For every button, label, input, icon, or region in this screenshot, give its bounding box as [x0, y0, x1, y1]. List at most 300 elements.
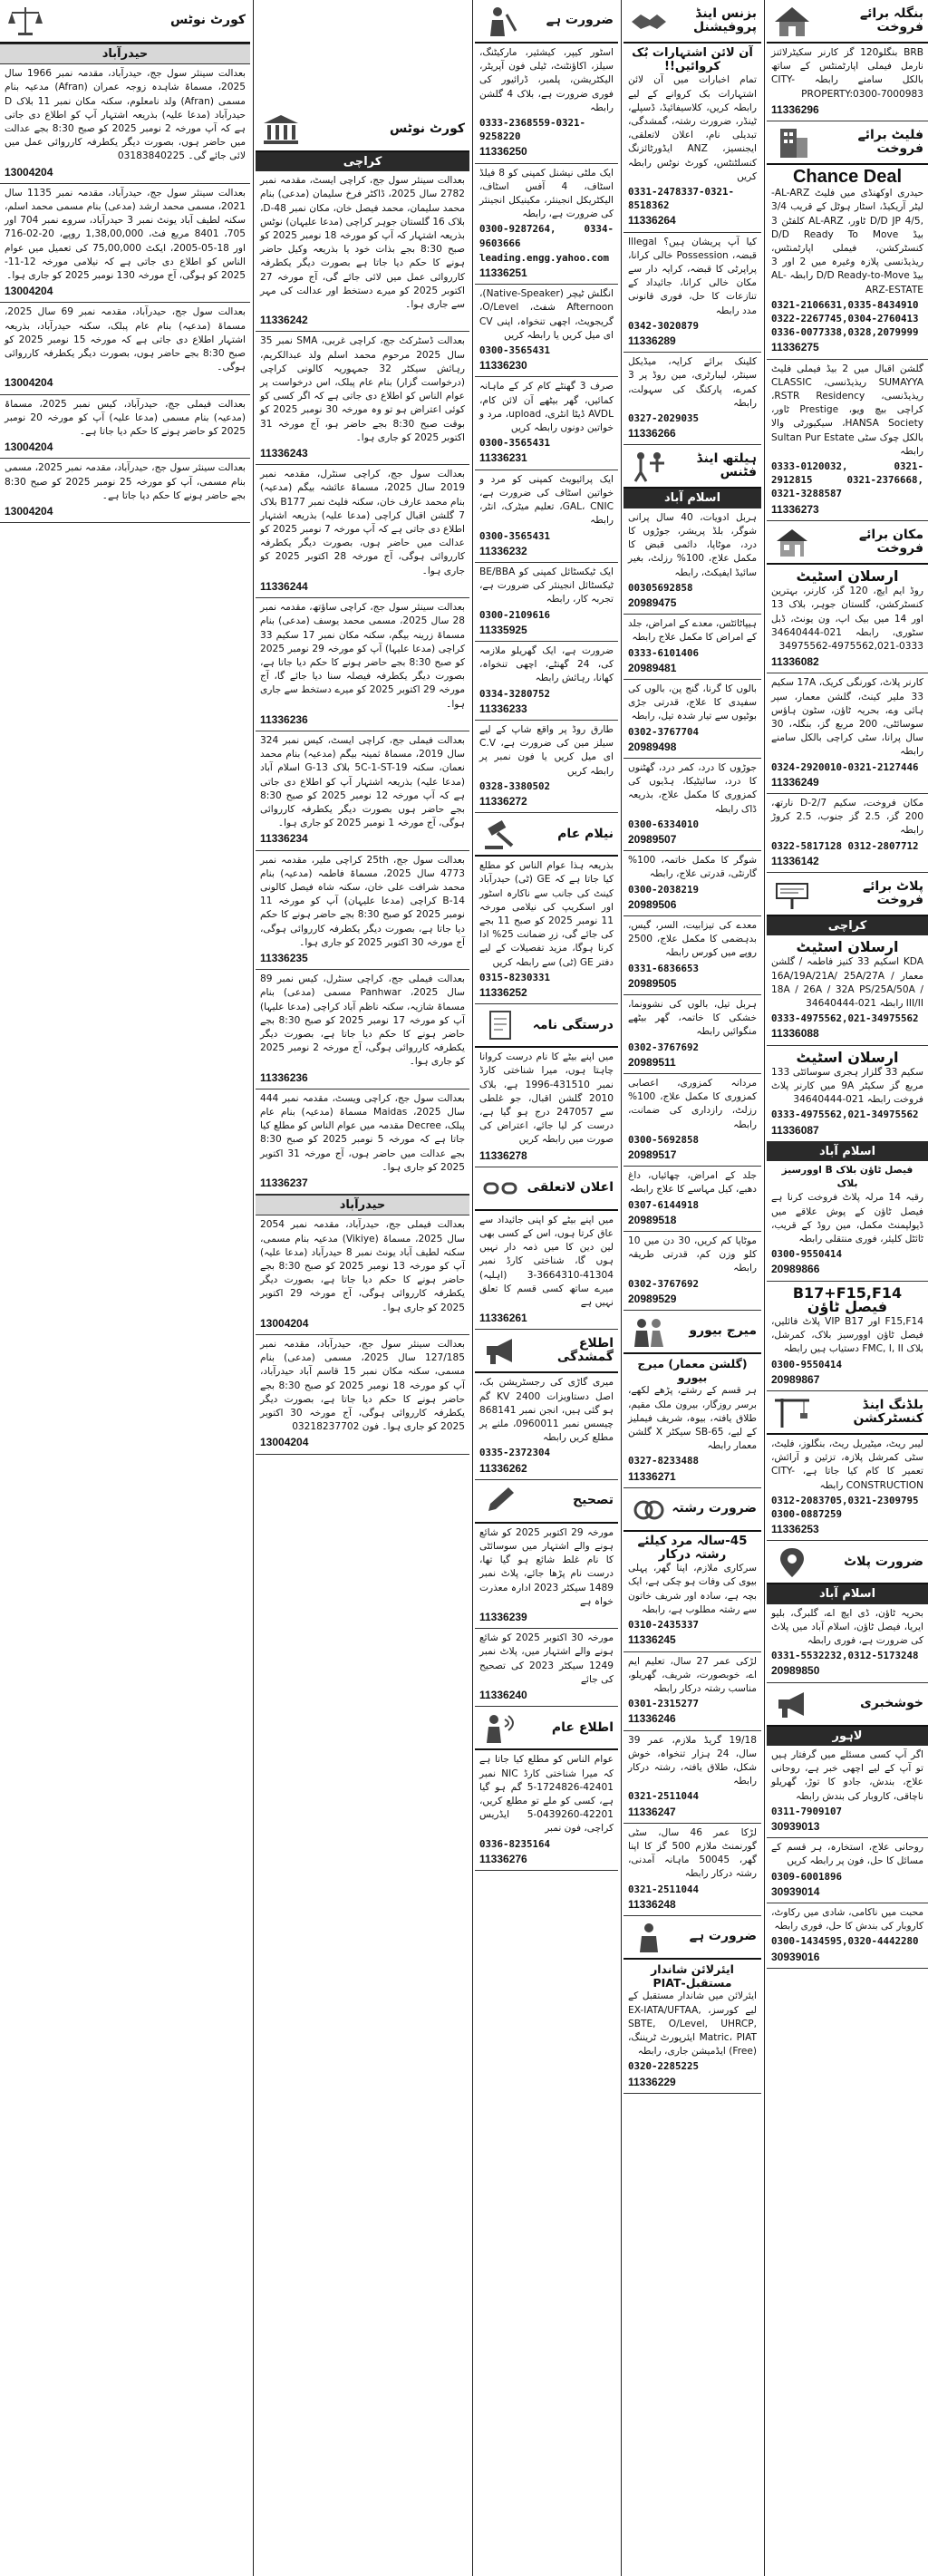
ad-ref-number: 20989866: [771, 1263, 820, 1276]
ad-ref-number: 11336244: [260, 579, 308, 593]
ad-text: میں اپنے بیٹے کا نام درست کروانا چاہتا ہوں، میرا شناختی کارڈ نمبر 431510-1996 ہے، بلاک 2010 گلشن اقبال، جو غلطی سے 247057 درج ہو گیا ہے، درست کر لیا جائے، اعتراض کی صورت میں رابطہ کریں: [479, 1051, 614, 1146]
classified-ad: [475, 642, 618, 721]
ad-ref-number: 11336262: [479, 1461, 527, 1475]
ad-ref-number: 13004204: [5, 441, 53, 454]
ad-phone: 0300-9550414: [771, 1248, 843, 1261]
ad-ref-number: 20989506: [628, 897, 677, 911]
ad-ref-number: 13004204: [260, 1436, 309, 1449]
category-plot-required: [767, 1541, 928, 1584]
classified-ad: [475, 1211, 618, 1331]
city-bar: اسلام آباد: [624, 489, 761, 508]
classified-ad: [624, 995, 761, 1074]
category-business: [624, 0, 761, 44]
ad-phone: 00305692858: [628, 581, 693, 594]
ad-ref-number: 11336276: [479, 1852, 527, 1865]
ad-ref-number: 11336230: [479, 359, 527, 373]
ad-phone: 0310-2435337: [628, 1619, 700, 1632]
ad-ref-number: 11336229: [628, 2075, 676, 2088]
category-building: [767, 1391, 928, 1435]
ad-phone: 0300-3565431: [479, 529, 551, 542]
person-speaking-icon: [479, 1710, 521, 1745]
ad-phone: 0302-3767692: [628, 1041, 700, 1053]
ad-text: مورخہ 30 اکتوبر 2025 کو شائع ہونے والے اشتہار میں، پلاٹ نمبر 1249 سیکٹر 2023 کی تصحیح کی جائے: [479, 1632, 614, 1685]
ad-ref-number: 13004204: [5, 285, 53, 298]
column-rule: [472, 0, 473, 2576]
classified-ad: [767, 1046, 928, 1142]
category-title: پلاٹ برائے فروخت: [862, 878, 923, 907]
ad-phone: 0321-2106631,0335-8434910 0322-2267745,0304-2760413 0336-0077338,0328,2079999: [771, 298, 919, 339]
ad-text: KDA اسکیم 33 کنیز فاطمہ / گلشن معمار 16A/19A/21A/ 25A/27A / 18A / 26A / 32A PS/25A/50A / III/II رابطہ 021-34640444: [771, 956, 923, 1009]
ad-phone: 0333-2368559-0321-9258220: [479, 117, 586, 143]
crane-icon: [771, 1395, 813, 1429]
column-rule: [764, 0, 765, 2576]
ad-ref-number: 11336082: [771, 655, 819, 669]
ad-text: ایک ٹیکسٹائل کمپنی کو BE/BBA ٹیکسٹائل انجینئر کی ضرورت ہے، تجربہ کار، رابطہ: [479, 566, 614, 605]
ad-ref-number: 11336142: [771, 854, 819, 867]
ad-ref-number: 11336247: [628, 1805, 676, 1818]
ad-text: مردانہ کمزوری، اعصابی کمزوری کا مکمل علاج، 100% رزلٹ، رازداری کی ضمانت، رابطہ: [628, 1078, 757, 1130]
classified-ad: [767, 1161, 928, 1282]
notice-text: بعدالت سول جج، کراچی سنٹرل، مقدمہ نمبر 2019 سال 2025، مسماۃ عائشہ بیگم (مدعیہ) بنام محمد عارف خان، سکنہ فلیٹ نمبر B177 بلاک 7 گلشن اقبال کراچی (مدعا علیہ) بذریعہ اشتہار اطلاع دی جاتی ہے کہ آپ مورخہ 7 نومبر 2025 کو عدالت میں حاضر ہوں، بصورت دیگر یکطرفہ کارروائی ہوگی، آج مورخہ 28 اکتوبر 2025 کو جاری ہوا۔: [260, 469, 466, 576]
court-notice: [256, 731, 469, 851]
classified-ad: [624, 1824, 761, 1916]
classified-ad: [767, 794, 928, 873]
ad-title: 45-سالہ مرد کیلئے رشتہ درکار: [637, 1533, 748, 1563]
category-disclaimer: [475, 1167, 618, 1211]
ad-phone: 0331-2478337-0321-8518362: [628, 186, 735, 212]
classified-ad: [767, 360, 928, 521]
ad-phone: 0302-3767704: [628, 725, 700, 738]
classified-ad: [624, 1731, 761, 1824]
ad-text: ایک پرائیویٹ کمپنی کو مرد و خواتین اسٹاف کی ضرورت ہے، GAL، CNIC، تعلیم میٹرک، انٹر، رابطہ: [479, 473, 614, 527]
ad-ref-number: 13004204: [5, 505, 53, 518]
ad-text: معدے کی تیزابیت، السر، گیس، بدہضمی کا مکمل علاج، 2500 روپے میں کورس رابطہ: [628, 919, 757, 959]
classified-ad: [475, 857, 618, 1004]
ad-text: کارنر پلاٹ، کورنگی کریک، 17A سکیم 33 ملیر کینٹ، گلشن معمار، سپر ہائی وے، بحریہ ٹاؤن، سٹون ہاؤس سوسائٹی، 200 مربع گز، بنگلہ، 30 سال پرانا، سٹی کراچی بالکل سامنے رابطہ: [771, 677, 924, 758]
ad-ref-number: 11336236: [260, 1070, 308, 1084]
ad-text: اگر آپ کسی مسئلے میں گرفتار ہیں تو آپ کے لیے اچھی خبر ہے، روحانی علاج، بندش، جادو کا توڑ، گھریلو ناچاقی، کاروبار کی بندش رابطہ: [771, 1748, 923, 1802]
category-plot: [767, 873, 928, 916]
classified-ad: [767, 1838, 928, 1903]
workers-icon: [628, 1920, 670, 1954]
ad-text: روڈ ایم ایچ، 120 گز، کارنر، بہترین کنسٹرکشن، گلستان جوہر، بلاک 13 اور 14 میں بیک اپ، ون یونٹ، ڈبل سٹوری، رابطہ 021-34640444 0333-4975562,021-34975562: [771, 586, 923, 652]
category-required: [475, 0, 618, 44]
ad-ref-number: 11336088: [771, 1027, 819, 1041]
ad-text: عوام الناس کو مطلع کیا جاتا ہے کہ میرا شناختی کارڈ NIC نمبر 42401-1724826-5 گم ہو گیا ہے، کسی کو ملے تو مطلع کریں، 42201-0439260-5 ایڈریس کراچی، فون نمبر: [479, 1754, 614, 1835]
ad-phone: 0307-6144918: [628, 1198, 700, 1211]
ad-title: فیصل ٹاؤن بلاک B اوورسیز بلاک: [781, 1165, 914, 1190]
ad-text: ایک ملٹی نیشنل کمپنی کو 8 فیلڈ اسٹاف، 4 آفس اسٹاف، الیکٹریکل انجینئر، مکینیکل انجینئر کی ضرورت ہے، رابطہ: [479, 167, 614, 220]
ad-ref-number: 11336251: [479, 266, 527, 280]
classified-ad: [624, 1354, 761, 1488]
category-general-notice: [475, 1707, 618, 1750]
notice-text: بعدالت فیملی جج، کراچی سنٹرل، کیس نمبر 89 سال 2025، Panhwar مسمی (مدعی) بنام مسماۃ شازیہ، سکنہ ناظم آباد کراچی (مدعا علیہا) آپ کو مورخہ 17 نومبر 2025 کو صبح 8:30 بجے حاضر ہونے کا حکم دیا جاتا ہے، بصورت دیگر یکطرفہ کارروائی ہوگی، آج مورخہ 2 نومبر 2025 کو جاری ہوا۔: [260, 973, 466, 1068]
classified-ad: [475, 470, 618, 563]
ad-ref-number: 20989498: [628, 740, 677, 753]
classified-ad: [624, 680, 761, 759]
category-title: نیلام عام: [557, 826, 614, 841]
notice-text: بعدالت سینئر سول جج، حیدرآباد، مقدمہ نمبر 1135 سال 2021، مسمی محمد ارشد (مدعی) بنام مسمی محمد اسلم، سکنہ لطیف آباد یونٹ نمبر 3 حیدرآباد، سروے نمبر 704 اور 705، 8401 مربع فٹ، 1,38,00,000 روپے، 20-02-716 اور 18-05-2005، ایکٹ 75,00,000 کی تعمیل میں عوام الناس کو اطلاع دی جاتی ہے کہ نیلامی مورخہ 12-11-2025 کو ہوگی، آج مورخہ 130 نومبر 2025 کو جاری ہوا۔: [5, 187, 246, 282]
ad-ref-number: 11336249: [771, 775, 819, 789]
gavel-icon: [479, 817, 521, 851]
pencil-icon: [479, 1484, 521, 1518]
court-notice: [0, 303, 250, 394]
category-title: ہیلتھ اینڈ فٹنس: [696, 451, 757, 480]
classified-ad: [624, 233, 761, 353]
ad-text: میری گاڑی کی رجسٹریشن بک، اصل دستاویزات KV 2400 گم ہو گئی ہیں، انجن نمبر 868141 چیسس نمبر 0960011، ملنے پر مطلع کریں رابطہ: [479, 1377, 614, 1444]
ad-text: ایئرلائن میں شاندار مستقبل کے لیے کورسز، EX-IATA/UFTAA, SBTE, O/Level, UHRCP, Matric، PIAT ایئرپورٹ ٹریننگ، (Free) ایڈمیشن جاری، رابطہ: [628, 1990, 757, 2058]
ad-phone: 0300-6334010: [628, 818, 700, 830]
category-title: مکان برائے فروخت: [858, 527, 923, 556]
ad-ref-number: 11336233: [479, 702, 527, 715]
notice-text: بعدالت سینئر سول جج، کراچی ایسٹ، مقدمہ نمبر 2782 سال 2025، ڈاکٹر فرخ سلیمان (مدعی) بنام محمد سلیمان، محمد فیصل خان، مکان نمبر D-48، بلاک 16 گلستان جوہر کراچی (مدعا علیہان) نوٹس بذریعہ اشتہار کہ آپ کو مورخہ 18 نومبر 2025 کو صبح 8:30 بجے بذات خود یا بذریعہ وکیل حاضر ہونے کا حکم دیا جاتا ہے بصورت دیگر یکطرفہ کارروائی عمل میں لائی جائے گی، آج مورخہ 27 اکتوبر 2025 کو میرے دستخط اور عدالت کی مہر سے جاری ہوا۔: [260, 175, 465, 311]
ad-ref-number: 11336253: [771, 1523, 819, 1536]
ad-text: 19/18 گریڈ ملازم، عمر 39 سال، 24 ہزار تنخواہ، خوش شکل، طلاق یافتہ، رشتہ درکار رابطہ: [628, 1734, 757, 1787]
ad-ref-number: 30939016: [771, 1950, 820, 1963]
ad-text: ہر قسم کے رشتے، پڑھے لکھے، برسر روزگار، بیرون ملک مقیم، طلاق یافتہ، بیوہ، شریف فیملیز کے لیے، SB-65 سیکٹر X گلشن معمار رابطہ: [628, 1385, 757, 1452]
classified-ad: [475, 721, 618, 813]
city-bar: کراچی: [767, 916, 928, 935]
ad-ref-number: 11336266: [628, 427, 676, 441]
worker-tools-icon: [479, 4, 521, 38]
ad-text: بحریہ ٹاؤن، ڈی ایچ اے، گلبرگ، بلیو ایریا، فیصل ٹاؤن، اسلام آباد میں پلاٹ کی ضرورت ہے، فوری رابطہ: [771, 1607, 923, 1647]
ad-text: رقبہ 14 مرلہ پلاٹ فروخت کرنا ہے فیصل ٹاؤن کے پوش علاقے میں ڈیولپمنٹ مکمل، مین روڈ کے قریب، ٹائٹل کلیئر، فوری منتقلی رابطہ: [771, 1192, 923, 1245]
ad-ref-number: 11335925: [479, 623, 527, 636]
ad-ref-number: 20989507: [628, 832, 677, 846]
notice-text: بعدالت سینئر سول جج، حیدرآباد، مقدمہ نمبر 1966 سال 2025، مسماۃ شاہدہ زوجہ عمران (Afran) مدعیہ بنام مسمی (Afran) ولد نامعلوم، سکنہ مکان نمبر 11 بلاک D حیدرآباد (مدعا علیہ) بذریعہ اشتہار آپ کو اطلاع دی جاتی ہے کہ آپ مورخہ 2 نومبر 2025 کو صبح 8:30 بجے عدالت میں حاضر ہوں، بصورت دیگر یکطرفہ کارروائی عمل میں لائی جائے گی۔ 03183840225: [5, 68, 246, 162]
ad-ref-number: 30939013: [771, 1819, 820, 1833]
ad-text: F15,F14 اور VIP B17 پلاٹ فائلیں، فیصل ٹاؤن اوورسیز بلاک، کمرشل، بلاک FMC, I, II دستیاب ہیں رابطہ: [771, 1316, 923, 1355]
ad-text: صرف 3 گھنٹے کام کر کے ماہانہ کمائیں، گھر بیٹھے آن لائن کام، AVDL ڈیٹا انٹری، upload، مرد و خواتین دونوں رابطہ کریں: [479, 381, 614, 434]
ad-phone: 0333-0120032, 0321-2912815 0321-2376668, 0321-3288587: [771, 460, 923, 500]
megaphone-icon: [771, 1687, 813, 1721]
classified-ad: [624, 353, 761, 445]
ad-title: B17+F15,F14 فیصل ٹاؤن: [792, 1283, 903, 1315]
classified-ad: [475, 44, 618, 164]
ad-text: گلشن اقبال میں 2 بیڈ فیملی فلیٹ SUMAYYA ریذیڈنسی، CLASSIC ریذیڈنسی، RSTR Residency، کراچی بیچ ویو، Prestige ٹاور، HANSA Society، سیکیورٹی والا بالکل چوک سٹی Sultan Pur Estate رابطہ: [771, 363, 923, 457]
ad-ref-number: 20989529: [628, 1292, 677, 1305]
ad-ref-number: 11336236: [260, 712, 308, 726]
building-icon: [771, 125, 813, 160]
ad-phone: 0321-2511044: [628, 1790, 700, 1803]
ad-text: انگلش ٹیچر (Native-Speaker)، Afternoon شفٹ، O/Level، گریجویٹ، اچھی تنخواہ، اپنی CV ای میل کریں یا رابطہ کریں: [479, 288, 614, 341]
classified-ad: [767, 935, 928, 1045]
ad-ref-number: 13004204: [5, 376, 53, 390]
house-icon: [771, 525, 813, 559]
ad-text: محبت میں ناکامی، شادی میں رکاوٹ، کاروبار کی بندش کا حل، فوری رابطہ: [771, 1906, 923, 1932]
category-title: بلڈنگ اینڈ کنسٹرکشن: [853, 1397, 923, 1427]
column-rule: [621, 0, 622, 2576]
classified-ad: [475, 1750, 618, 1871]
ad-ref-number: 11336273: [771, 502, 819, 516]
ad-phone: 0324-2920010-0321-2127446: [771, 760, 919, 773]
ad-text: مکان فروخت، سکیم 7/D-2 نارتھ، 200 گز، 2.5 گز جنوب، 2.5 کروڑ رابطہ: [771, 797, 923, 837]
broken-link-icon: [479, 1171, 521, 1206]
category-title: ضرورت ہے: [546, 13, 614, 28]
scales-of-justice-icon: [5, 4, 46, 38]
classified-ad: [767, 1435, 928, 1541]
ad-ref-number: 11336248: [628, 1897, 676, 1911]
classified-ad: [475, 164, 618, 286]
notice-text: بعدالت سینئر سول جج، کراچی ساؤتھ، مقدمہ نمبر 28 سال 2025، مسمی محمد یوسف (مدعی) بنام مسماۃ زرینہ بیگم، سکنہ مکان نمبر 17 سکیم 33 کراچی (مدعا علیہا) آپ کو مورخہ 29 نومبر 2025 کو صبح 8:30 بجے حاضر ہونے کا حکم دیا جاتا ہے، بصورت دیگر یکطرفہ فیصلہ سنا دیا جائے گا، آج مورخہ 29 اکتوبر 2025 کو میرے دستخط سے جاری ہوا۔: [260, 602, 466, 710]
for-sale-sign-icon: [771, 876, 813, 911]
court-building-icon: [260, 112, 302, 147]
category-court-notice: [256, 109, 469, 152]
ad-title: Chance Deal: [792, 167, 903, 188]
ad-text: کلینک برائے کرایہ، میڈیکل سینٹر، لیبارٹری، مین روڈ پر 3 کمرے، پارکنگ کی سہولت، رابطہ: [628, 356, 757, 409]
ad-phone: 0300-3565431: [479, 437, 551, 450]
ad-phone: 0311-7909107: [771, 1805, 843, 1817]
category-lost-notice: [475, 1330, 618, 1373]
classified-ad: [475, 1524, 618, 1629]
ad-phone: 0327-8233488: [628, 1455, 700, 1467]
court-notice: [0, 395, 250, 460]
ad-text: بالوں کا گرنا، گنج پن، بالوں کی سفیدی کا علاج، قدرتی جڑی بوٹیوں سے تیار شدہ تیل، رابطہ: [628, 683, 757, 722]
category-correction: [475, 1480, 618, 1524]
ad-ref-number: 11336242: [260, 314, 308, 327]
ad-title: (گلشن معمار) میرج بیورو: [637, 1357, 748, 1385]
ad-phone: 0322-5817128 0312-2807712: [771, 839, 919, 852]
category-title: بنگلہ برائے فروخت: [859, 5, 923, 34]
classified-ad: [624, 1167, 761, 1232]
classified-ad: [624, 1074, 761, 1167]
ad-ref-number: 11336275: [771, 341, 819, 354]
notice-text: بعدالت فیملی جج، کراچی ایسٹ، کیس نمبر 324 سال 2019، مسماۃ ثمینہ بیگم (مدعیہ) بنام محمد نعمان، سکنہ 5C-1-ST-19 بلاک G-13 اسلام آباد (مدعا علیہ) بذریعہ اشتہار آپ کو اطلاع دی جاتی ہے کہ آپ مورخہ 12 نومبر 2025 کو صبح 8:30 بجے حاضر ہوں بصورت دیگر یکطرفہ کارروائی ہوگی، آج مورخہ 1 نومبر 2025 کو جاری ہوا۔: [260, 734, 465, 829]
fitness-figures-icon: [628, 449, 670, 483]
column-court-notices-hyderabad: [0, 0, 250, 2576]
ad-text: ضرورت ہے، ایک گھریلو ملازمہ کی، 24 گھنٹے، اچھی تنخواہ، کھانا، رہائش رابطہ: [479, 644, 614, 684]
ad-phone: 0333-6101406: [628, 646, 700, 659]
notice-text: بعدالت ڈسٹرکٹ جج، کراچی غربی، SMA نمبر 35 سال 2025 مرحوم محمد اسلم ولد عبدالکریم، رہائش سیکٹر 32 جمہوریہ کالونی کراچی (درخواست گزار) بنام عام پبلک، اس درخواست پر عوام الناس کو اطلاع دی جاتی ہے کہ اگر کسی کو کوئی اعتراض ہو تو وہ مورخہ 30 نومبر 2025 کو بوقت صبح 8:30 بجے حاضر ہو، آج مورخہ 31 اکتوبر 2025 کو جاری ہوا۔: [260, 335, 466, 443]
category-title: درستگی نامہ: [532, 1017, 614, 1032]
court-notice: [256, 465, 469, 598]
classified-ad: [475, 563, 618, 642]
classified-ad: [624, 1960, 761, 2094]
ad-phone: 0300-9287264, 0334-9603666: [479, 223, 614, 249]
category-title: ضرورت ہے: [689, 1929, 757, 1944]
ad-title: ارسلان اسٹیٹ: [796, 1048, 899, 1066]
ad-ref-number: 11336243: [260, 447, 308, 460]
ad-ref-number: 11336246: [628, 1712, 676, 1726]
ad-phone: 0309-6001896: [771, 1870, 843, 1883]
couple-icon: [628, 1314, 670, 1349]
column-court-notices-karachi: [256, 0, 469, 2576]
category-marriage-bureau: [624, 1311, 761, 1354]
court-notice: [256, 332, 469, 465]
classified-ad: [767, 1604, 928, 1683]
ad-ref-number: 11336235: [260, 951, 308, 964]
ad-ref-number: 20989505: [628, 976, 677, 990]
classified-ad: [624, 1652, 761, 1731]
column-jobs-notices: [475, 0, 618, 2576]
category-title: کورٹ نوٹس: [169, 13, 246, 28]
ad-text: جلد کے امراض، چھائیاں، داغ دھبے، کیل مہاسے کا علاج رابطہ: [628, 1170, 757, 1196]
ad-phone: 0331-5532232,0312-5173248: [771, 1650, 919, 1662]
ad-ref-number: 11336278: [479, 1148, 527, 1162]
ad-phone: 0334-3280752: [479, 687, 551, 700]
ad-ref-number: 11336261: [479, 1312, 527, 1325]
classified-ad: [475, 377, 618, 470]
ad-text: مورخہ 29 اکتوبر 2025 کو شائع ہونے والے اشتہار میں سوسائٹی کا نام غلط شائع ہو گیا تھا، درست نام پڑھا جائے، پلاٹ نمبر 1489 سیکٹر 2023 ادارہ معذرت خواہ ہے: [479, 1526, 614, 1607]
ad-text: ہربل ادویات، 40 سال پرانی شوگر، بلڈ پریشر، جوڑوں کا درد، موٹاپا، دائمی قبض کا مکمل علاج، 100% رزلٹ، بغیر سائیڈ ایفیکٹ، رابطہ: [628, 511, 758, 578]
ad-text: تمام اخبارات میں آن لائن اشتہارات بک کروانے کے لیے رابطہ کریں، کلاسیفائیڈ، ڈسپلے، ٹینڈر، ضرورت رشتہ، گمشدگی، تبدیلی نام، اعلان لاتعلقی، ایجنسیز، ANZ ایڈورٹائزنگ کنسلٹنٹس، کورٹ نوٹس رابطہ کریں: [628, 74, 757, 182]
ad-ref-number: 30939014: [771, 1884, 820, 1898]
ad-text: بذریعہ ہذا عوام الناس کو مطلع کیا جاتا ہے کہ GE (ٹی) حیدرآباد کینٹ کی جانب سے ناکارہ اسٹور اور اسکریپ کی نیلامی مورخہ 11 نومبر 2025 کو صبح 11 بجے کی جائے گی، زرِ ضمانت 25% ادا کرنا ہوگا، مزید تفصیلات کے لیے دفتر GE (ٹی) سے رابطہ کریں: [479, 860, 614, 968]
ad-text: شوگر کا مکمل خاتمہ، 100% گارنٹی، قدرتی علاج، رابطہ: [628, 855, 757, 880]
category-title: اعلان لاتعلقی: [527, 1180, 614, 1196]
ad-ref-number: 11336232: [479, 544, 527, 557]
ad-ref-number: 11336271: [628, 1469, 676, 1483]
ad-phone: 0336-8235164: [479, 1837, 551, 1850]
ad-text: جوڑوں کا درد، کمر درد، گھٹنوں کا درد، سائیٹیکا، ہڈیوں کی کمزوری کا مکمل علاج، بذریعہ ڈاک رابطہ: [628, 761, 757, 815]
classified-ad: [624, 615, 761, 680]
court-notice: [256, 598, 469, 731]
ad-text: BRB بنگلو120 گز کارنر سکیٹرلائنز نارمل فیملی اپارٹمنٹس کے ساتھ بالکل سامنے رابطہ CITY-PROPERTY:0300-7000983: [771, 47, 924, 100]
column-business: [624, 0, 761, 2576]
ad-text: سکیم 33 گلزار ہجری سوسائٹی 133 مربع گز سکیٹر 9A میں کارنر پلاٹ فروخت رابطہ 021-34640444: [771, 1066, 923, 1106]
column-property: [767, 0, 928, 2576]
ad-ref-number: 20989867: [771, 1372, 820, 1386]
category-banglow: [767, 0, 928, 44]
court-notice: [0, 184, 250, 304]
classified-ad: [624, 916, 761, 995]
ad-phone: 0327-2029035: [628, 412, 700, 425]
category-court-notice: [0, 0, 250, 44]
category-house: [767, 521, 928, 565]
ad-ref-number: 20989518: [628, 1213, 677, 1226]
ad-title: ایئرلائن شاندار مستقبل-PIAT: [651, 1961, 734, 1990]
ad-text: لیبر ریٹ، میٹیریل ریٹ، بنگلوز، فلیٹ، سٹی کمرشل پلازہ، تزئین و آرائش، تعمیر کا کام کیا جاتا ہے، CITY-CONSTRUCTION رابطہ: [771, 1438, 923, 1491]
ad-phone: 0333-4975562,021-34975562: [771, 1012, 919, 1025]
court-notice: [0, 64, 250, 184]
ad-ref-number: 11336296: [771, 102, 819, 116]
handshake-icon: [628, 4, 670, 38]
ad-text: لڑکا عمر 46 سال، سٹی گورنمنٹ ملازم 500 گز کا اپنا گھر، 50045 ماہانہ آمدنی، رشتہ درکار رابطہ: [628, 1826, 757, 1880]
notice-text: بعدالت فیملی جج، حیدرآباد، مقدمہ نمبر 2054 سال 2025، مسماۃ (Vikiye) مدعیہ بنام مسمی، سکنہ لطیف آباد یونٹ نمبر 8 حیدرآباد (مدعا علیہ) آپ کو مورخہ 13 نومبر 2025 کو صبح 8:30 بجے حاضر ہونے کا حکم دیا جاتا ہے، بصورت دیگر یکطرفہ کارروائی ہوگی، آج مورخہ 29 اکتوبر 2025 کو جاری ہوا۔: [260, 1219, 465, 1313]
ad-phone: 0301-2315277: [628, 1698, 700, 1710]
ad-ref-number: 13004204: [5, 165, 53, 179]
category-title: اطلاع گمشدگی: [556, 1336, 614, 1365]
category-title: فلیٹ برائے فروخت: [857, 127, 923, 157]
house-icon: [771, 4, 813, 38]
city-bar: حیدرآباد: [0, 44, 250, 64]
category-auction: [475, 813, 618, 857]
ad-text: اسٹور کیپر، کیشئیر، مارکیٹنگ، سیلز، اکاؤنٹنٹ، ٹیلی فون آپریٹر، الیکٹریشن، پلمبر، ڈرائیور کی فوری ضرورت ہے، بلاک 4 گلشن رابطہ: [479, 47, 614, 113]
ad-phone: 0335-2372304: [479, 1447, 551, 1459]
category-good-news: [767, 1683, 928, 1727]
document-icon: [479, 1008, 521, 1042]
notice-text: بعدالت سول جج، حیدرآباد، مقدمہ نمبر 69 سال 2025، مسماۃ (مدعیہ) بنام عام پبلک، سکنہ حیدرآباد، بذریعہ اشتہار اطلاع دی جاتی ہے کہ مورخہ 15 نومبر 2025 کو صبح 8:30 بجے حاضر ہوں، بصورت دیگر یکطرفہ کارروائی ہوگی۔: [5, 306, 246, 373]
ad-phone: 0312-2083705,0321-2309795 0300-0887259: [771, 1494, 919, 1521]
city-bar: لاہور: [767, 1727, 928, 1746]
city-bar: اسلام آباد: [767, 1142, 928, 1161]
city-bar: اسلام آباد: [767, 1584, 928, 1603]
ad-phone: 0302-3767692: [628, 1277, 700, 1290]
classified-ad: [624, 759, 761, 851]
court-notice: [0, 459, 250, 523]
classified-ad: [475, 1373, 618, 1479]
category-correction-notice: [475, 1004, 618, 1048]
category-health: [624, 445, 761, 489]
classified-ad: [624, 508, 761, 615]
ad-phone: 0315-8230331: [479, 971, 551, 983]
court-notice: [256, 171, 469, 332]
classified-ad: [475, 1629, 618, 1707]
ad-title: ارسلان اسٹیٹ: [796, 567, 899, 585]
classified-ad: [624, 1232, 761, 1311]
ad-phone: 0300-9550414: [771, 1358, 843, 1370]
category-title: تصحیح: [573, 1493, 614, 1508]
ad-phone: 0331-6836653: [628, 962, 700, 974]
ad-ref-number: 11336231: [479, 451, 527, 465]
city-bar: کراچی: [256, 152, 469, 171]
classified-ad: [767, 1903, 928, 1969]
ad-phone: 0300-2038219: [628, 883, 700, 896]
ad-ref-number: 20989481: [628, 661, 677, 674]
ad-phone: 0328-3380502: [479, 780, 551, 792]
ad-phone: 0320-2285225: [628, 2060, 700, 2073]
classified-ad: [767, 44, 928, 121]
ad-ref-number: 11336272: [479, 794, 527, 808]
ad-ref-number: 20989475: [628, 596, 677, 609]
classified-ad: [767, 565, 928, 673]
ad-text: موٹاپا کم کریں، 30 دن میں 10 کلو وزن کم، قدرتی طریقہ رابطہ: [628, 1235, 757, 1274]
notice-text: بعدالت سینئر سول جج، حیدرآباد، مقدمہ نمبر 127/185 سال 2025، مسمی (مدعی) بنام مسمی، سکنہ مکان نمبر 15 قاسم آباد حیدرآباد، آپ کو مورخہ 18 نومبر 2025 کو صبح 8:30 بجے حاضر ہونے کا حکم دیا جاتا ہے، بصورت دیگر یکطرفہ کارروائی ہوگی، آج مورخہ 30 اکتوبر 2025 کو جاری ہوا۔ فون 03218237702: [260, 1339, 465, 1433]
classified-ad: [624, 44, 761, 233]
ad-title: ارسلان اسٹیٹ: [796, 938, 899, 956]
category-title: ضرورت پلاٹ: [844, 1554, 923, 1569]
city-bar: حیدرآباد: [256, 1195, 469, 1215]
ad-email: leading.engg.yahoo.com: [479, 251, 610, 264]
rings-icon: [628, 1492, 670, 1526]
ad-ref-number: 20989511: [628, 1055, 676, 1069]
map-pin-icon: [771, 1545, 813, 1579]
court-notice: [256, 1215, 469, 1335]
ad-text: طارق روڈ پر واقع شاپ کے لیے سیلز مین کی ضرورت ہے، C.V ای میل کریں یا فون نمبر پر رابطہ کریں: [479, 723, 614, 777]
ad-phone: 0342-3020879: [628, 319, 700, 332]
column-rule: [253, 0, 254, 2576]
classified-ad: [767, 165, 928, 360]
classified-ad: [475, 1048, 618, 1167]
category-flat: [767, 121, 928, 165]
ad-ref-number: 11336234: [260, 832, 308, 846]
court-notice: [256, 851, 469, 971]
ad-text: سرکاری ملازم، اپنا گھر، پہلی بیوی کی وفات ہو چکی ہے، ایک بچہ ہے، سادہ اور شریف خاتون سے رشتہ مطلوب ہے، رابطہ: [628, 1563, 757, 1615]
category-title: ضرورت رشتہ: [672, 1501, 757, 1516]
megaphone-icon: [479, 1333, 521, 1368]
ad-phone: 0300-2109616: [479, 608, 551, 621]
category-title: کورٹ نوٹس: [389, 121, 465, 137]
ad-ref-number: 11336240: [479, 1689, 527, 1702]
ad-text: میں اپنے بیٹے کو اپنی جائیداد سے عاق کرتا ہوں، اس کے کسی بھی لین دین کا میں ذمہ دار نہیں ہوں گا، شناختی کارڈ نمبر 41304-3664310-3 (اہلیہ) میرے ساتھ کسی قسم کا تعلق نہیں ہے: [479, 1214, 614, 1309]
ad-phone: 0333-4975562,021-34975562: [771, 1109, 919, 1121]
category-title: خوشخبری: [860, 1696, 923, 1711]
notice-text: بعدالت سول جج، کراچی ویسٹ، مقدمہ نمبر 444 سال 2025، Maidas مسماۃ (مدعیہ) بنام عام پبلک، Decree مقدمہ میں عوام الناس کو مطلع کیا جاتا ہے کہ مورخہ 5 نومبر 2025 کو صبح 8:30 بجے عدالت میں حاضر ہوں، آج مورخہ 31 اکتوبر 2025 کو جاری ہوا۔: [260, 1092, 466, 1173]
classified-ad: [475, 285, 618, 377]
ad-ref-number: 20989517: [628, 1148, 677, 1162]
classified-ad: [767, 673, 928, 794]
ad-phone: 0321-2511044: [628, 1883, 700, 1895]
classified-ad: [767, 1746, 928, 1838]
court-notice: [256, 1089, 469, 1195]
ad-text: حیدری اوکھنڈی میں فلیٹ AL-ARZ-لیٹر آریکیڈ، اسٹار ہوٹل کے قریب 3/4 ,4/5 D/D JP ٹاور، AL-ARZ کلفٹن 3 بیڈ D/D Ready To Move کنسٹرکشن، فیملی اپارٹمنٹس، ریذیڈنسی پلازہ وغیرہ میں 2 اور 3 بیڈ D/D Ready-to-Move رابطہ AL-ARZ-ESTATE: [771, 188, 924, 295]
ad-phone: 0300-5692858: [628, 1133, 700, 1146]
ad-text: ہربل تیل، بالوں کی نشوونما، خشکی کا خاتمہ، گھر بیٹھے منگوائیں رابطہ: [628, 998, 757, 1038]
notice-text: بعدالت سول جج، 25th کراچی ملیر، مقدمہ نمبر 4773 سال 2025، مسماۃ فاطمہ (مدعیہ) بنام محمد شرافت علی خان، سکنہ شاہ فیصل کالونی 14-B کراچی (مدعا علیہان) آپ کو مورخہ 11 نومبر 2025 کو صبح 8:30 بجے حاضر ہونے کا حکم دیا جاتا ہے، بصورت دیگر یکطرفہ کارروائی ہوگی، آج مورخہ 30 اکتوبر 2025 کو جاری ہوا۔: [260, 854, 465, 948]
ad-ref-number: 11336087: [771, 1123, 819, 1137]
court-notice: [256, 1335, 469, 1455]
ad-ref-number: 11336239: [479, 1611, 527, 1624]
